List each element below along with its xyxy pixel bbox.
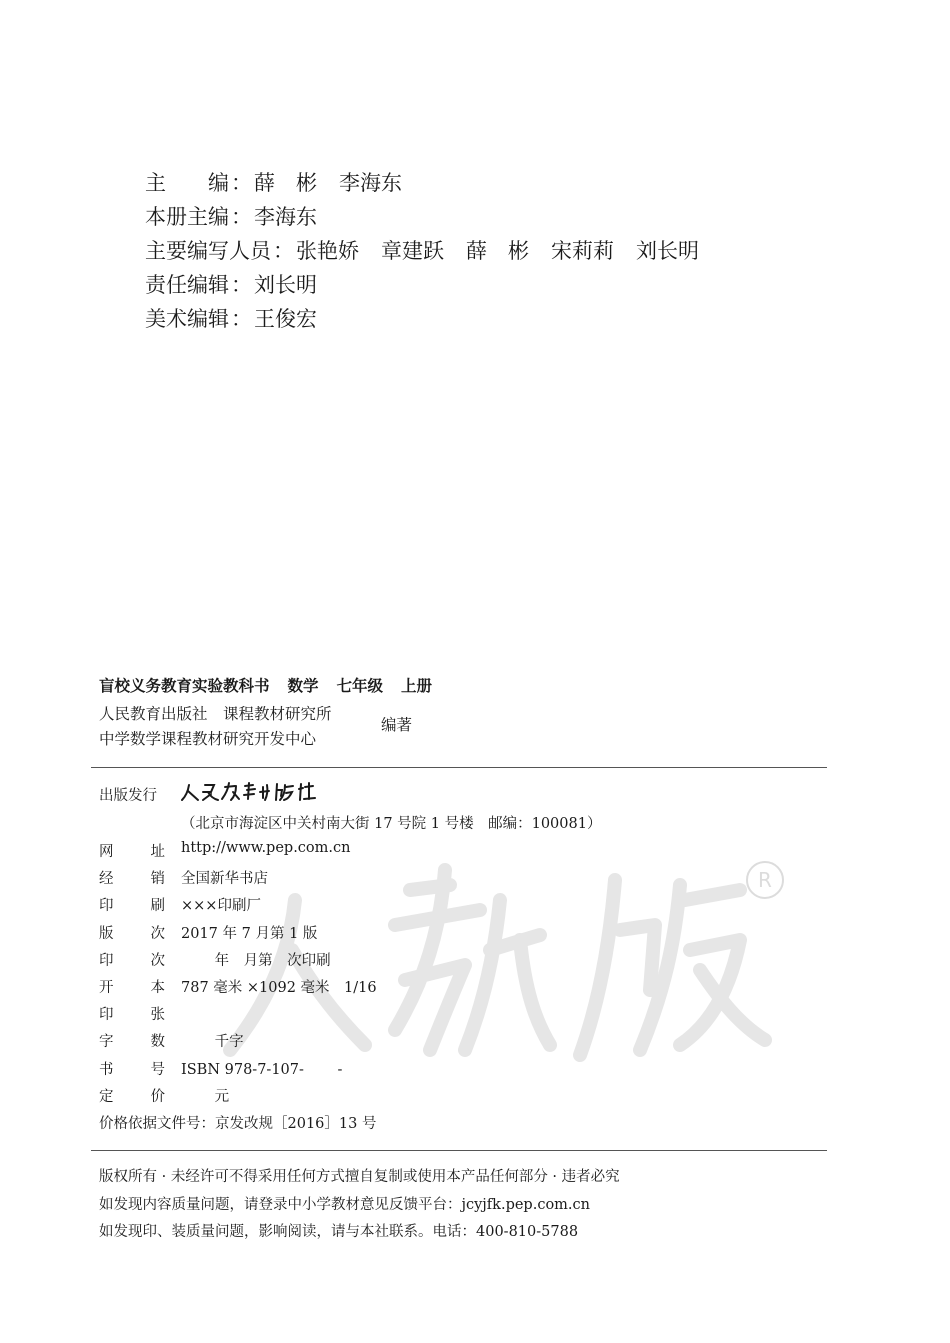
info-value: 年 月第 次印刷 bbox=[181, 952, 331, 969]
publisher-label: 出版发行 bbox=[99, 788, 157, 804]
info-label bbox=[99, 1003, 165, 1024]
info-label-char: 价 bbox=[150, 1088, 165, 1105]
credit-name: 李海东 bbox=[254, 205, 317, 229]
footer-line: 版权所有 · 未经许可不得采用任何方式擅自复制或使用本产品任何部分 · 违者必究 bbox=[99, 1169, 620, 1185]
svg-text:R: R bbox=[758, 868, 772, 892]
credit-colon: ： bbox=[231, 307, 252, 331]
publisher-logo bbox=[181, 781, 316, 807]
credit-colon: ： bbox=[231, 171, 252, 195]
info-label-char: 号 bbox=[150, 1061, 165, 1078]
info-label-char: 版 bbox=[99, 925, 114, 942]
footer-line: 如发现印、装质量问题，影响阅读，请与本社联系。电话：400-810-5788 bbox=[99, 1224, 579, 1240]
info-label bbox=[99, 867, 165, 888]
title-part: 七年级 bbox=[336, 677, 384, 695]
registered-mark-icon bbox=[747, 862, 783, 898]
info-value: ISBN 978-7-107- - bbox=[181, 1061, 343, 1078]
publisher-address: （北京市海淀区中关村南大街 17 号院 1 号楼 邮编：100081） bbox=[181, 816, 602, 832]
credit-name: 张艳娇 bbox=[296, 239, 359, 263]
info-value: 元 bbox=[181, 1088, 230, 1105]
credit-label: 责任编辑 bbox=[145, 273, 229, 297]
info-label-char: 本 bbox=[150, 980, 165, 996]
info-label bbox=[99, 922, 165, 943]
editor-line-2: 中学数学课程教材研究开发中心 bbox=[99, 730, 317, 748]
info-value: 787 毫米 ×1092 毫米 1/16 bbox=[181, 980, 377, 996]
info-label-char: 定 bbox=[99, 1088, 114, 1105]
credit-name: 薛 彬 bbox=[254, 171, 317, 195]
info-label bbox=[99, 1085, 165, 1106]
credits-block bbox=[145, 166, 699, 336]
info-label-char: 次 bbox=[150, 952, 165, 969]
info-label bbox=[99, 894, 165, 915]
info-label bbox=[99, 949, 165, 970]
credit-name: 李海东 bbox=[339, 171, 402, 195]
footer-line: 如发现内容质量问题，请登录中小学教材意见反馈平台：jcyjfk.pep.com.cn bbox=[99, 1196, 590, 1213]
credit-colon: ： bbox=[231, 273, 252, 297]
title-part: 数学 bbox=[287, 677, 319, 695]
info-label-char: 经 bbox=[99, 871, 114, 888]
info-label-char: 印 bbox=[99, 1007, 114, 1024]
price-basis-row bbox=[99, 1112, 376, 1133]
credit-colon: ： bbox=[231, 205, 252, 229]
info-label-char: 址 bbox=[150, 844, 165, 860]
info-label bbox=[99, 840, 165, 861]
credit-row bbox=[145, 234, 699, 268]
divider-top bbox=[91, 767, 827, 768]
credit-label: 主 编 bbox=[145, 171, 229, 195]
info-label-char: 刷 bbox=[150, 898, 165, 915]
info-label-char: 书 bbox=[99, 1061, 114, 1078]
series-name: 盲校义务教育实验教科书 bbox=[99, 677, 270, 695]
price-basis: 价格依据文件号：京发改规［2016］13 号 bbox=[99, 1116, 377, 1132]
credit-label: 美术编辑 bbox=[145, 307, 229, 331]
publisher-logo-calligraphy bbox=[181, 781, 316, 803]
info-label-char: 印 bbox=[99, 898, 114, 915]
info-label-char: 开 bbox=[99, 980, 114, 996]
info-label bbox=[99, 1030, 165, 1051]
editor-role: 编著 bbox=[381, 716, 413, 734]
credit-name: 薛 彬 bbox=[466, 239, 529, 263]
credit-colon: ： bbox=[273, 239, 294, 263]
info-value: http://www.pep.com.cn bbox=[181, 840, 351, 856]
credit-name: 刘长明 bbox=[636, 239, 699, 263]
info-label bbox=[99, 1058, 165, 1079]
copyright-footer bbox=[99, 1164, 620, 1247]
credit-name: 宋莉莉 bbox=[551, 239, 614, 263]
info-label-char: 次 bbox=[150, 925, 165, 942]
divider-bottom bbox=[91, 1150, 827, 1151]
title-part: 上册 bbox=[401, 677, 433, 695]
compiling-editors bbox=[99, 702, 413, 752]
credit-label: 本册主编 bbox=[145, 205, 229, 229]
credit-row bbox=[145, 166, 699, 200]
editor-line-1: 人民教育出版社 课程教材研究所 bbox=[99, 705, 332, 723]
credit-name: 刘长明 bbox=[254, 273, 317, 297]
credit-row bbox=[145, 302, 699, 336]
info-value: ×××印刷厂 bbox=[181, 898, 261, 915]
info-value: 千字 bbox=[181, 1034, 244, 1051]
info-value: 2017 年 7 月第 1 版 bbox=[181, 925, 318, 942]
info-label-char: 数 bbox=[150, 1034, 165, 1051]
info-label-char: 字 bbox=[99, 1034, 114, 1051]
info-label-char: 销 bbox=[150, 871, 165, 888]
info-label-char: 张 bbox=[150, 1007, 165, 1024]
book-title bbox=[99, 674, 450, 696]
credit-name: 章建跃 bbox=[381, 239, 444, 263]
credit-row bbox=[145, 200, 699, 234]
info-label-char: 印 bbox=[99, 952, 114, 969]
info-label bbox=[99, 976, 165, 997]
credit-name: 王俊宏 bbox=[254, 307, 317, 331]
info-label-char: 网 bbox=[99, 844, 114, 860]
info-value: 全国新华书店 bbox=[181, 871, 268, 888]
credit-row bbox=[145, 268, 699, 302]
credit-label: 主要编写人员 bbox=[145, 239, 271, 263]
